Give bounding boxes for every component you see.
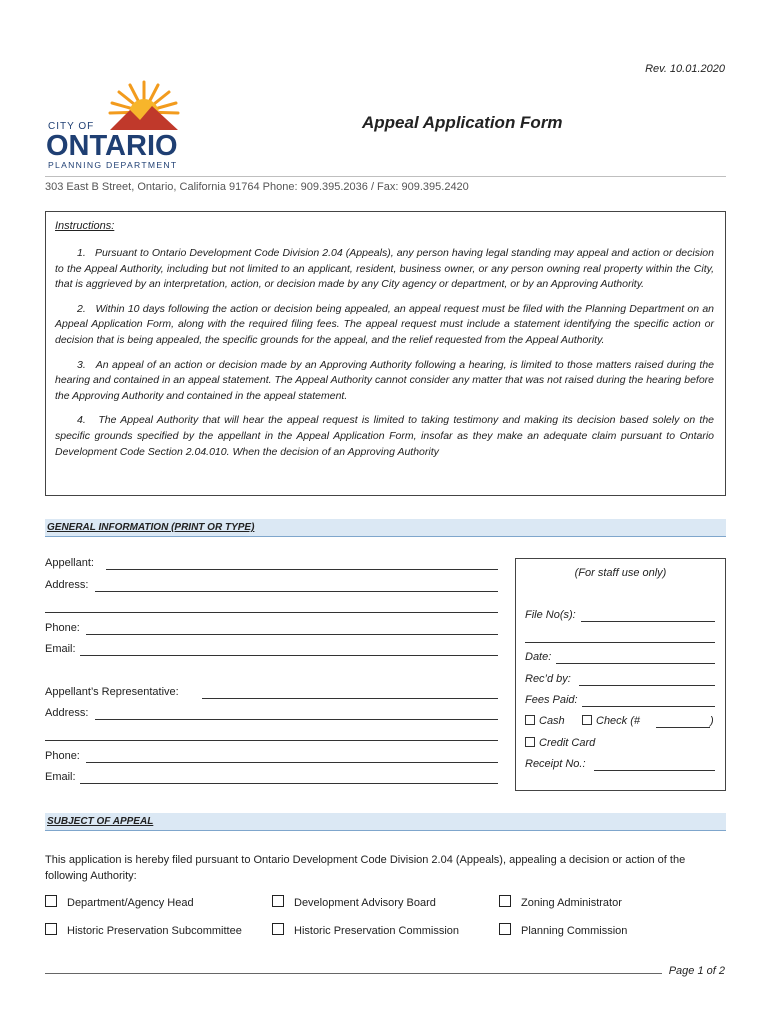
cash-option[interactable]: Cash	[525, 715, 565, 727]
checkbox[interactable]	[499, 923, 511, 935]
instruction-4: 4. The Appeal Authority that will hear the appeal request is limited to taking testimony and making its decision based solely on the specific grounds specified by the appellant in the Appeal Application Form, insofar as they make an adequate claim pursuant to Ontario Development Code Section 2.04.010. When the decision of an Approving Authority	[55, 414, 714, 458]
option-development-advisory-board[interactable]: Development Advisory Board	[272, 895, 436, 909]
email-field[interactable]	[80, 655, 498, 656]
general-info-header	[45, 519, 726, 537]
date-field[interactable]	[556, 663, 715, 664]
subject-title: SUBJECT OF APPEAL	[47, 816, 154, 827]
instructions-title: Instructions:	[55, 220, 115, 232]
page-number: Page 1 of 2	[668, 965, 725, 977]
logo-city-of: CITY OF	[48, 121, 95, 132]
rep-address-label: Address:	[45, 707, 89, 719]
phone-label: Phone:	[45, 622, 80, 634]
fees-paid-label: Fees Paid:	[525, 694, 578, 706]
instruction-1: 1. Pursuant to Ontario Development Code Division 2.04 (Appeals), any person having legal standing may appeal and action or decision to the Appeal Authority, including but not limited to an applicant, resident, business owner, or any person owning real property within the City, that is aggrieved by an interpretation, action, or decision made by any City agency or department, or by an Approving Authority.	[55, 247, 714, 291]
city-of-ontario-logo	[44, 76, 194, 172]
checkbox[interactable]	[45, 923, 57, 935]
revision-date: Rev. 10.01.2020	[645, 63, 725, 75]
representative-label: Appellant’s Representative:	[45, 686, 179, 698]
option-historic-preservation-commission[interactable]: Historic Preservation Commission	[272, 923, 459, 937]
logo-department: PLANNING DEPARTMENT	[48, 160, 178, 170]
general-info-title: GENERAL INFORMATION (PRINT OR TYPE)	[47, 522, 255, 533]
check-number-field[interactable]	[656, 727, 710, 728]
credit-card-checkbox[interactable]	[525, 737, 535, 747]
cash-checkbox[interactable]	[525, 715, 535, 725]
recd-by-field[interactable]	[579, 685, 715, 686]
footer-divider	[45, 973, 662, 974]
rep-phone-label: Phone:	[45, 750, 80, 762]
rep-phone-field[interactable]	[86, 762, 498, 763]
rep-email-field[interactable]	[80, 783, 498, 784]
receipt-no-field[interactable]	[594, 770, 715, 771]
instruction-3: 3. An appeal of an action or decision made by an Approving Authority following a hearing, is limited to those matters raised during the hearing and contained in an appeal statement. The Appeal Authority cannot consider any matter that was not raised during the hearing before the Approving Authority and contained in the appeal statement.	[55, 358, 714, 402]
instruction-2: 2. Within 10 days following the action or decision being appealed, an appeal request must be filed with the Planning Department on an Appeal Application Form, along with the required filing fees. The appeal request must include a statement identifying the specific action or decision that is being appealed, the specific grounds for the appeal, and the relief requested from the Appeal Authority.	[55, 302, 714, 346]
logo-ontario: ONTARIO	[46, 130, 178, 162]
checkbox[interactable]	[45, 895, 57, 907]
rep-email-label: Email:	[45, 771, 76, 783]
staff-use-title: (For staff use only)	[574, 567, 667, 579]
option-zoning-administrator[interactable]: Zoning Administrator	[499, 895, 622, 909]
file-nos-field[interactable]	[581, 621, 715, 622]
checkbox[interactable]	[499, 895, 511, 907]
address-label: Address:	[45, 579, 89, 591]
appellant-label: Appellant:	[45, 557, 94, 569]
phone-field[interactable]	[86, 634, 498, 635]
option-planning-commission[interactable]: Planning Commission	[499, 923, 627, 937]
rep-address-field[interactable]	[95, 719, 498, 720]
subject-header	[45, 813, 726, 831]
receipt-no-label: Receipt No.:	[525, 758, 586, 770]
subject-description: This application is hereby filed pursuant to Ontario Development Code Division 2.04 (Appeals), appealing a decision or action of the following Authority:	[45, 854, 686, 882]
recd-by-label: Rec’d by:	[525, 673, 571, 685]
file-nos-field-line-2[interactable]	[525, 642, 715, 643]
checkbox[interactable]	[272, 923, 284, 935]
file-nos-label: File No(s):	[525, 609, 576, 621]
fees-paid-field[interactable]	[582, 706, 715, 707]
check-option[interactable]: Check (#	[582, 715, 640, 727]
address-field[interactable]	[95, 591, 498, 592]
staff-use-box	[515, 558, 726, 791]
email-label: Email:	[45, 643, 76, 655]
form-title: Appeal Application Form	[362, 113, 563, 132]
check-checkbox[interactable]	[582, 715, 592, 725]
contact-info: 303 East B Street, Ontario, California 91764 Phone: 909.395.2036 / Fax: 909.395.2420	[45, 181, 469, 193]
check-close-paren: )	[710, 715, 714, 727]
option-historic-preservation-subcommittee[interactable]: Historic Preservation Subcommittee	[45, 923, 242, 937]
credit-card-option[interactable]: Credit Card	[525, 737, 595, 749]
representative-field[interactable]	[202, 698, 498, 699]
checkbox[interactable]	[272, 895, 284, 907]
appellant-field[interactable]	[106, 569, 498, 570]
address-field-line-2[interactable]	[45, 612, 498, 613]
rep-address-field-line-2[interactable]	[45, 740, 498, 741]
date-label: Date:	[525, 651, 552, 663]
header-divider	[45, 176, 726, 177]
instructions-box	[45, 211, 726, 496]
option-department-agency-head[interactable]: Department/Agency Head	[45, 895, 194, 909]
